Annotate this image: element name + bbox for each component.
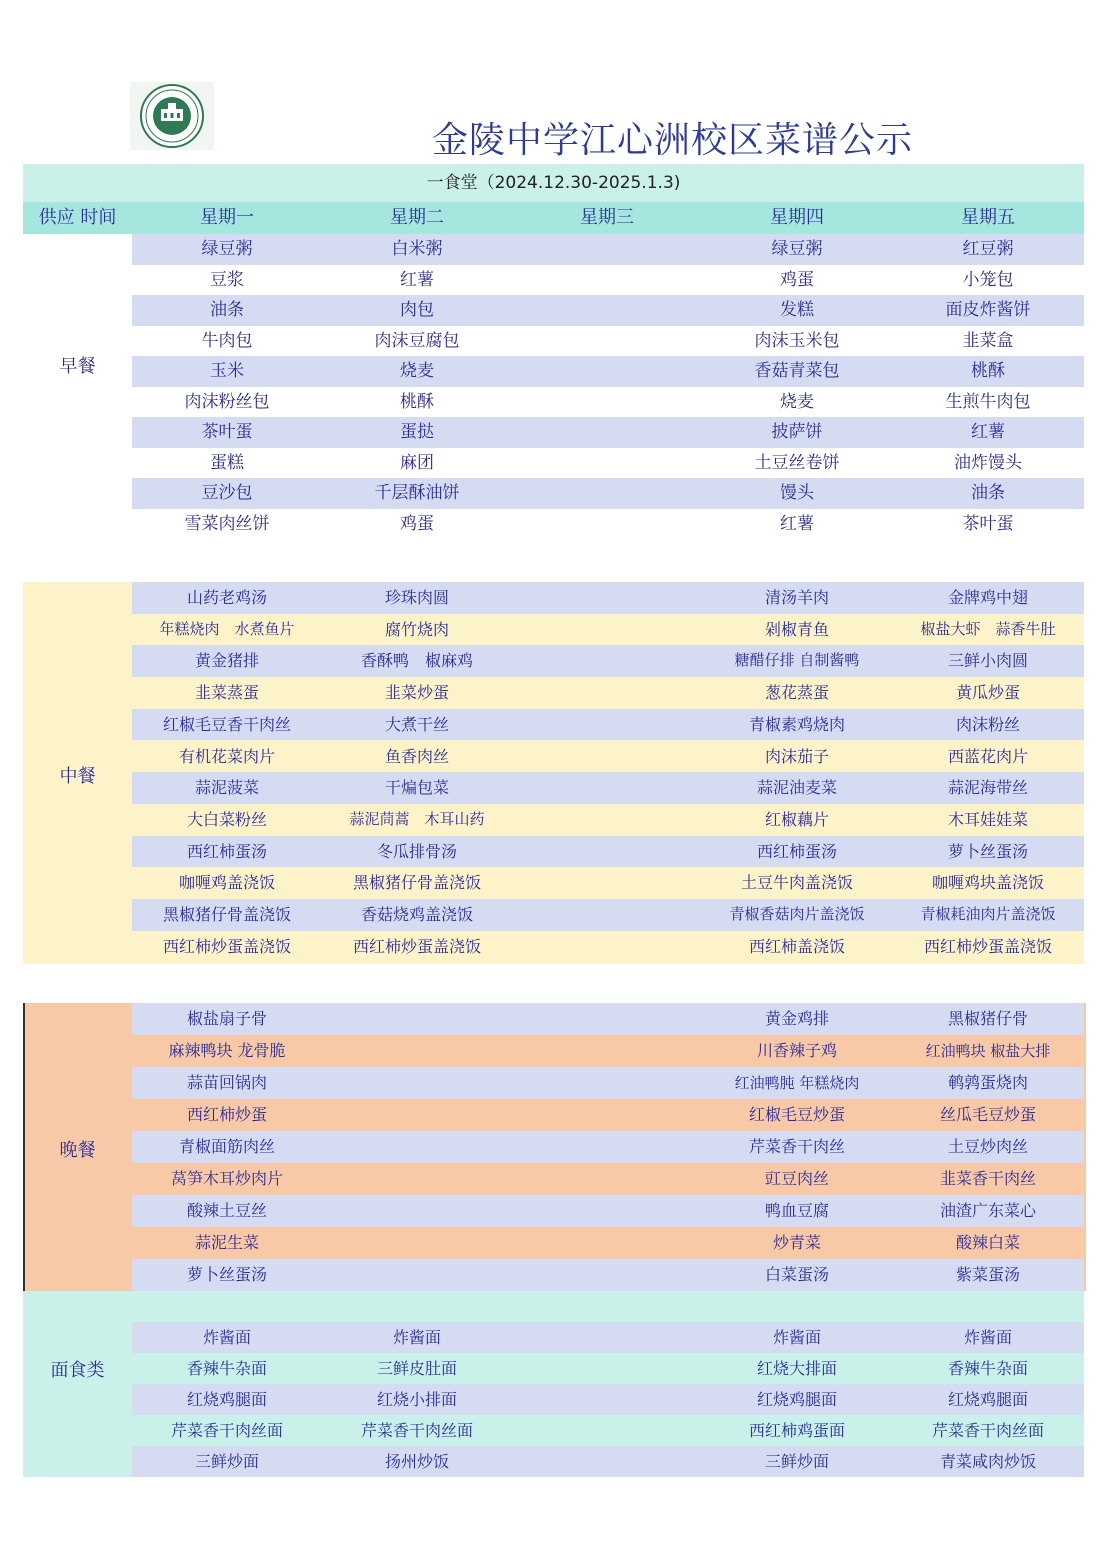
menu-cell: 有机花菜肉片 xyxy=(178,746,275,766)
menu-cell: 葱花蒸蛋 xyxy=(764,683,829,703)
menu-cell: 香菇青菜包 xyxy=(754,361,840,381)
menu-cell: 肉沫粉丝 xyxy=(955,714,1020,734)
menu-cell: 剁椒青鱼 xyxy=(764,619,829,639)
menu-cell: 炸酱面 xyxy=(772,1328,821,1347)
menu-cell xyxy=(512,1322,702,1353)
menu-cell: 红烧鸡腿面 xyxy=(756,1390,837,1409)
header-friday: 星期五 xyxy=(961,207,1015,228)
menu-cell: 扬州炒饭 xyxy=(384,1452,449,1471)
menu-cell xyxy=(512,1384,702,1415)
menu-cell: 糖醋仔排 自制酱鸭 xyxy=(734,651,860,670)
menu-cell: 蒜泥菠菜 xyxy=(194,778,259,798)
header-wednesday: 星期三 xyxy=(580,207,634,228)
menu-cell: 西红柿鸡蛋面 xyxy=(748,1421,845,1440)
menu-cell xyxy=(322,1131,512,1163)
menu-cell: 红薯 xyxy=(400,269,434,290)
menu-cell xyxy=(512,1259,702,1291)
menu-cell: 蒜泥海带丝 xyxy=(947,778,1028,798)
menu-row xyxy=(132,326,1084,357)
menu-cell: 莴笋木耳炒肉片 xyxy=(170,1169,283,1188)
menu-cell xyxy=(512,326,702,357)
menu-cell: 炸酱面 xyxy=(392,1328,441,1347)
menu-cell xyxy=(512,1035,702,1067)
menu-cell: 椒盐扇子骨 xyxy=(186,1009,267,1028)
menu-cell: 鸡蛋 xyxy=(400,513,434,534)
menu-cell: 大煮干丝 xyxy=(384,714,449,734)
menu-cell: 木耳娃娃菜 xyxy=(947,809,1028,829)
menu-cell: 红烧大排面 xyxy=(756,1359,837,1378)
menu-cell xyxy=(512,1067,702,1099)
menu-cell: 红油鸭肫 年糕烧肉 xyxy=(734,1074,860,1092)
menu-cell: 炸酱面 xyxy=(202,1328,251,1347)
menu-cell: 鱼香肉丝 xyxy=(384,746,449,766)
menu-cell xyxy=(512,417,702,448)
menu-cell: 红薯 xyxy=(971,422,1005,442)
menu-cell: 萝卜丝蛋汤 xyxy=(947,841,1028,861)
menu-cell: 酸辣土豆丝 xyxy=(186,1201,267,1220)
menu-row xyxy=(132,804,1084,836)
menu-row xyxy=(132,1353,1084,1384)
menu-cell: 肉沫茄子 xyxy=(764,746,829,766)
menu-cell: 腐竹烧肉 xyxy=(384,619,449,639)
menu-cell: 绿豆粥 xyxy=(771,239,823,259)
menu-cell xyxy=(512,709,702,741)
menu-cell xyxy=(512,931,702,963)
menu-cell: 红椒毛豆炒蛋 xyxy=(748,1105,845,1124)
menu-cell: 萝卜丝蛋汤 xyxy=(186,1265,267,1284)
menu-cell: 青椒素鸡烧肉 xyxy=(748,714,845,734)
menu-cell: 土豆牛肉盖浇饭 xyxy=(740,873,853,893)
menu-cell xyxy=(322,1099,512,1131)
menu-cell: 西红柿炒蛋盖浇饭 xyxy=(162,936,291,956)
menu-cell xyxy=(322,1067,512,1099)
menu-row xyxy=(132,478,1084,509)
canteen-subtitle: 一食堂（2024.12.30-2025.1.3) xyxy=(23,164,1084,202)
section-label-breakfast: 早餐 xyxy=(59,356,96,377)
menu-cell: 韭菜蒸蛋 xyxy=(194,683,259,703)
menu-cell: 丝瓜毛豆炒蛋 xyxy=(939,1105,1036,1124)
menu-cell: 土豆炒肉丝 xyxy=(947,1137,1028,1156)
menu-cell: 韭菜香干肉丝 xyxy=(939,1169,1036,1188)
menu-row xyxy=(132,1227,1084,1259)
menu-cell: 芹菜香干肉丝面 xyxy=(931,1421,1044,1440)
menu-cell: 肉沫豆腐包 xyxy=(374,330,460,351)
menu-row xyxy=(132,645,1084,677)
menu-cell: 紫菜蛋汤 xyxy=(955,1265,1020,1284)
menu-cell: 小笼包 xyxy=(962,269,1014,290)
menu-cell: 豇豆肉丝 xyxy=(764,1169,829,1188)
menu-cell: 白米粥 xyxy=(391,239,443,259)
menu-cell: 鸡蛋 xyxy=(780,269,814,290)
menu-cell: 蒜泥油麦菜 xyxy=(756,778,837,798)
menu-cell: 油渣广东菜心 xyxy=(939,1201,1036,1220)
menu-cell: 椒盐大虾 蒜香牛肚 xyxy=(920,619,1056,638)
menu-cell: 红豆粥 xyxy=(962,239,1014,259)
menu-cell: 肉沫粉丝包 xyxy=(184,391,270,412)
menu-cell: 咖喱鸡盖浇饭 xyxy=(178,873,275,893)
menu-cell: 玉米 xyxy=(210,361,244,381)
menu-cell: 西蓝花肉片 xyxy=(947,746,1028,766)
menu-cell: 红油鸭块 椒盐大排 xyxy=(925,1042,1051,1060)
menu-cell xyxy=(512,478,702,509)
menu-cell xyxy=(322,1259,512,1291)
menu-cell xyxy=(512,356,702,387)
menu-cell: 三鲜炒面 xyxy=(194,1452,259,1471)
menu-cell xyxy=(322,1035,512,1067)
header-thursday: 星期四 xyxy=(770,207,824,228)
menu-row xyxy=(132,614,1084,646)
menu-row xyxy=(132,265,1084,296)
menu-cell: 三鲜小肉圆 xyxy=(947,651,1028,671)
menu-row xyxy=(132,677,1084,709)
menu-cell xyxy=(512,741,702,773)
menu-cell: 蛋糕 xyxy=(210,452,244,473)
menu-cell xyxy=(512,1099,702,1131)
menu-cell: 西红柿盖浇饭 xyxy=(748,936,845,956)
menu-cell: 肉包 xyxy=(400,300,434,320)
menu-cell xyxy=(512,1163,702,1195)
menu-cell: 红薯 xyxy=(780,513,814,534)
menu-cell: 香菇烧鸡盖浇饭 xyxy=(360,905,473,924)
menu-cell xyxy=(512,265,702,296)
menu-cell: 红椒藕片 xyxy=(764,809,829,829)
menu-cell: 豆浆 xyxy=(210,269,244,290)
menu-row xyxy=(132,1003,1084,1035)
menu-cell: 蒜苗回锅肉 xyxy=(186,1073,267,1092)
menu-cell: 茶叶蛋 xyxy=(201,422,253,442)
menu-cell: 面皮炸酱饼 xyxy=(945,300,1031,320)
menu-cell: 红烧鸡腿面 xyxy=(186,1390,267,1409)
menu-cell xyxy=(322,1227,512,1259)
menu-cell xyxy=(512,295,702,326)
header-supply-time: 供应 时间 xyxy=(38,207,117,228)
menu-cell: 西红柿蛋汤 xyxy=(186,841,267,861)
menu-cell: 白菜蛋汤 xyxy=(764,1265,829,1284)
menu-cell: 茶叶蛋 xyxy=(962,513,1014,534)
menu-cell: 肉沫玉米包 xyxy=(754,330,840,351)
menu-cell: 酸辣白菜 xyxy=(955,1233,1020,1252)
menu-row xyxy=(132,867,1084,899)
menu-row xyxy=(132,295,1084,326)
menu-cell: 黄金鸡排 xyxy=(764,1009,829,1028)
menu-cell: 清汤羊肉 xyxy=(764,588,829,607)
menu-cell: 炸酱面 xyxy=(963,1328,1012,1347)
menu-cell xyxy=(322,1003,512,1035)
menu-cell xyxy=(512,867,702,899)
menu-cell xyxy=(512,1227,702,1259)
menu-cell xyxy=(512,677,702,709)
menu-cell: 麻团 xyxy=(400,452,434,473)
menu-cell: 烧麦 xyxy=(780,391,814,412)
section-label-lunch: 中餐 xyxy=(59,766,96,787)
menu-cell: 油条 xyxy=(971,483,1005,503)
menu-cell: 青椒香菇肉片盖浇饭 xyxy=(729,905,865,923)
menu-cell: 芹菜香干肉丝面 xyxy=(170,1421,283,1440)
menu-row xyxy=(132,509,1084,540)
menu-row xyxy=(132,417,1084,448)
menu-row xyxy=(132,1446,1084,1477)
menu-cell: 鸭血豆腐 xyxy=(764,1201,829,1220)
menu-cell xyxy=(322,1195,512,1227)
menu-cell: 川香辣子鸡 xyxy=(756,1041,837,1060)
menu-cell xyxy=(512,1131,702,1163)
menu-cell: 青椒面筋肉丝 xyxy=(178,1137,275,1156)
menu-cell: 西红柿炒蛋盖浇饭 xyxy=(352,936,481,956)
header-monday: 星期一 xyxy=(200,207,254,228)
menu-row xyxy=(132,1163,1084,1195)
menu-cell: 桃酥 xyxy=(971,361,1005,381)
menu-row xyxy=(132,234,1084,265)
menu-row xyxy=(132,931,1084,963)
school-logo xyxy=(130,82,214,150)
menu-cell: 黑椒猪仔骨 xyxy=(947,1009,1028,1028)
menu-row xyxy=(132,1322,1084,1353)
menu-row xyxy=(132,1099,1084,1131)
menu-row xyxy=(132,1131,1084,1163)
menu-row xyxy=(132,387,1084,418)
menu-row xyxy=(132,772,1084,804)
menu-row xyxy=(132,899,1084,931)
menu-cell: 西红柿炒蛋盖浇饭 xyxy=(923,936,1052,956)
menu-cell: 西红柿蛋汤 xyxy=(756,841,837,861)
menu-row xyxy=(132,709,1084,741)
menu-cell: 蛋挞 xyxy=(400,422,434,442)
menu-cell: 金牌鸡中翅 xyxy=(947,588,1028,607)
menu-cell xyxy=(512,899,702,931)
section-label-noodles: 面食类 xyxy=(50,1360,105,1381)
menu-cell xyxy=(512,1195,702,1227)
menu-cell: 红烧小排面 xyxy=(376,1390,457,1409)
menu-cell xyxy=(512,614,702,646)
menu-cell: 香辣牛杂面 xyxy=(186,1359,267,1378)
menu-cell: 千层酥油饼 xyxy=(374,483,460,503)
menu-row xyxy=(132,582,1084,614)
menu-cell: 香辣牛杂面 xyxy=(947,1359,1028,1378)
menu-cell: 红烧鸡腿面 xyxy=(947,1390,1028,1409)
menu-cell: 土豆丝卷饼 xyxy=(754,452,840,473)
menu-cell xyxy=(512,645,702,677)
menu-cell: 鹌鹑蛋烧肉 xyxy=(947,1073,1028,1092)
menu-row xyxy=(132,1415,1084,1446)
menu-cell xyxy=(512,1003,702,1035)
menu-cell: 珍珠肉圆 xyxy=(384,588,449,607)
menu-cell xyxy=(512,1446,702,1477)
page-title: 金陵中学江心洲校区菜谱公示 xyxy=(432,120,914,161)
menu-cell: 山药老鸡汤 xyxy=(186,588,267,607)
menu-row xyxy=(132,836,1084,868)
menu-row xyxy=(132,1067,1084,1099)
menu-cell: 生煎牛肉包 xyxy=(945,391,1031,412)
menu-cell: 干煸包菜 xyxy=(384,778,449,798)
menu-cell: 芹菜香干肉丝 xyxy=(748,1137,845,1156)
menu-cell: 黄瓜炒蛋 xyxy=(955,683,1020,703)
menu-cell: 豆沙包 xyxy=(201,483,253,503)
menu-cell: 发糕 xyxy=(780,300,814,320)
menu-cell: 烧麦 xyxy=(400,361,434,381)
header-tuesday: 星期二 xyxy=(390,207,444,228)
menu-cell: 红椒毛豆香干肉丝 xyxy=(162,714,291,734)
menu-cell: 牛肉包 xyxy=(201,330,253,351)
menu-cell xyxy=(512,804,702,836)
menu-row xyxy=(132,741,1084,773)
menu-cell: 桃酥 xyxy=(400,391,434,412)
menu-cell xyxy=(512,582,702,614)
menu-cell: 韭菜炒蛋 xyxy=(384,683,449,703)
menu-cell: 黄金猪排 xyxy=(194,651,259,671)
menu-cell: 雪菜肉丝饼 xyxy=(184,513,270,534)
menu-cell: 三鲜炒面 xyxy=(764,1452,829,1471)
menu-cell: 青菜咸肉炒饭 xyxy=(939,1452,1036,1471)
menu-cell: 绿豆粥 xyxy=(201,239,253,259)
menu-row xyxy=(132,1195,1084,1227)
menu-cell: 韭菜盒 xyxy=(962,330,1014,351)
menu-cell: 炒青菜 xyxy=(772,1233,821,1252)
menu-cell: 油条 xyxy=(210,300,244,320)
menu-cell: 黑椒猪仔骨盖浇饭 xyxy=(162,905,291,924)
table-header xyxy=(23,202,1084,234)
menu-cell: 蒜泥茼蒿 木耳山药 xyxy=(349,809,485,828)
menu-cell xyxy=(512,1415,702,1446)
menu-cell: 芹菜香干肉丝面 xyxy=(360,1421,473,1440)
menu-row xyxy=(132,356,1084,387)
menu-cell: 蒜泥生菜 xyxy=(194,1233,259,1252)
menu-cell: 黑椒猪仔骨盖浇饭 xyxy=(352,873,481,893)
menu-cell xyxy=(322,1163,512,1195)
menu-row xyxy=(132,1259,1084,1291)
menu-cell: 青椒耗油肉片盖浇饭 xyxy=(920,905,1056,923)
menu-row xyxy=(132,1035,1084,1067)
menu-cell: 香酥鸭 椒麻鸡 xyxy=(360,651,473,671)
menu-cell: 馒头 xyxy=(780,483,814,503)
menu-row xyxy=(132,448,1084,479)
menu-cell xyxy=(512,387,702,418)
menu-cell xyxy=(512,772,702,804)
menu-cell: 冬瓜排骨汤 xyxy=(376,841,457,861)
menu-cell: 三鲜皮肚面 xyxy=(376,1359,457,1378)
menu-cell xyxy=(512,836,702,868)
menu-cell: 大白菜粉丝 xyxy=(186,809,267,829)
menu-cell xyxy=(512,234,702,265)
menu-cell xyxy=(512,1353,702,1384)
menu-cell: 西红柿炒蛋 xyxy=(186,1105,267,1124)
menu-cell: 麻辣鸭块 龙骨脆 xyxy=(168,1041,286,1060)
menu-cell: 披萨饼 xyxy=(771,422,823,442)
menu-cell: 油炸馒头 xyxy=(954,452,1022,473)
menu-cell xyxy=(512,448,702,479)
menu-row xyxy=(132,1384,1084,1415)
menu-cell: 年糕烧肉 水煮鱼片 xyxy=(159,619,295,638)
menu-cell: 咖喱鸡块盖浇饭 xyxy=(931,873,1044,893)
school-emblem-icon xyxy=(130,82,214,150)
menu-cell xyxy=(512,509,702,540)
section-label-dinner: 晚餐 xyxy=(59,1140,96,1161)
